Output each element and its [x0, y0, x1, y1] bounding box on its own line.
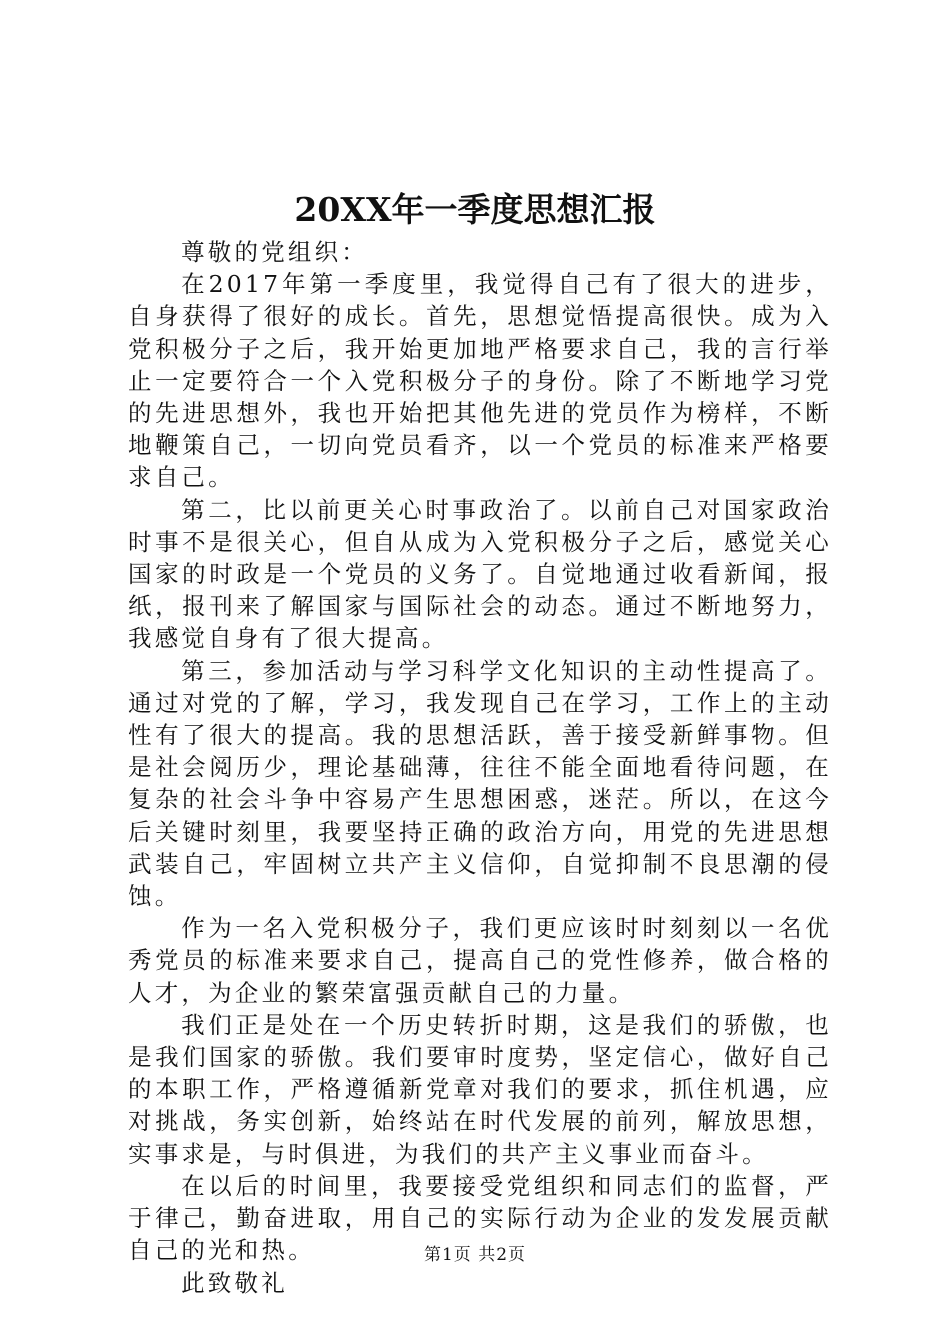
- paragraph-4: 作为一名入党积极分子，我们更应该时时刻刻以一名优秀党员的标准来要求自己，提高自己的党性修养，做合格的人才，为企业的繁荣富强贡献自己的力量。: [128, 914, 832, 1007]
- paragraph-3: 第三，参加活动与学习科学文化知识的主动性提高了。通过对党的了解，学习，我发现自己在学习，工作上的主动性有了很大的提高。我的思想活跃，善于接受新鲜事物。但是社会阅历少，理论基础薄，往往不能全面地看待问题，在复杂的社会斗争中容易产生思想困惑，迷茫。所以，在这今后关键时刻里，我要坚持正确的政治方向，用党的先进思想武装自己，牢固树立共产主义信仰，自觉抑制不良思潮的侵蚀。: [128, 656, 832, 911]
- closing-line: 此致敬礼: [181, 1268, 288, 1297]
- paragraph-2: 第二，比以前更关心时事政治了。以前自己对国家政治时事不是很关心，但自从成为入党积极分子之后，感觉关心国家的时政是一个党员的义务了。自觉地通过收看新闻，报纸，报刊来了解国家与国际社会的动态。通过不断地努力，我感觉自身有了很大提高。: [128, 495, 832, 653]
- salutation: 尊敬的党组织：: [181, 238, 369, 266]
- paragraph-6: 在以后的时间里，我要接受党组织和同志们的监督，严于律己，勤奋进取，用自己的实际行动为企业的发发展贡献自己的光和热。: [128, 1171, 832, 1265]
- document-body: [128, 236, 832, 1299]
- document-title: 20XX年一季度思想汇报: [294, 190, 656, 229]
- paragraph-5: 我们正是处在一个历史转折时期，这是我们的骄傲，也是我们国家的骄傲。我们要审时度势，坚定信心，做好自己的本职工作，严格遵循新党章对我们的要求，抓住机遇，应对挑战，务实创新，始终站在时代发展的前列，解放思想，实事求是，与时俱进，为我们的共产主义事业而奋斗。: [128, 1010, 832, 1168]
- paragraph-1: 在2017年第一季度里，我觉得自己有了很大的进步，自身获得了很好的成长。首先，思想觉悟提高很快。成为入党积极分子之后，我开始更加地严格要求自己，我的言行举止一定要符合一个入党积极分子的身份。除了不断地学习党的先进思想外，我也开始把其他先进的党员作为榜样，不断地鞭策自己，一切向党员看齐，以一个党员的标准来严格要求自己。: [128, 270, 832, 492]
- page-indicator: 第1页 共2页: [423, 1245, 527, 1265]
